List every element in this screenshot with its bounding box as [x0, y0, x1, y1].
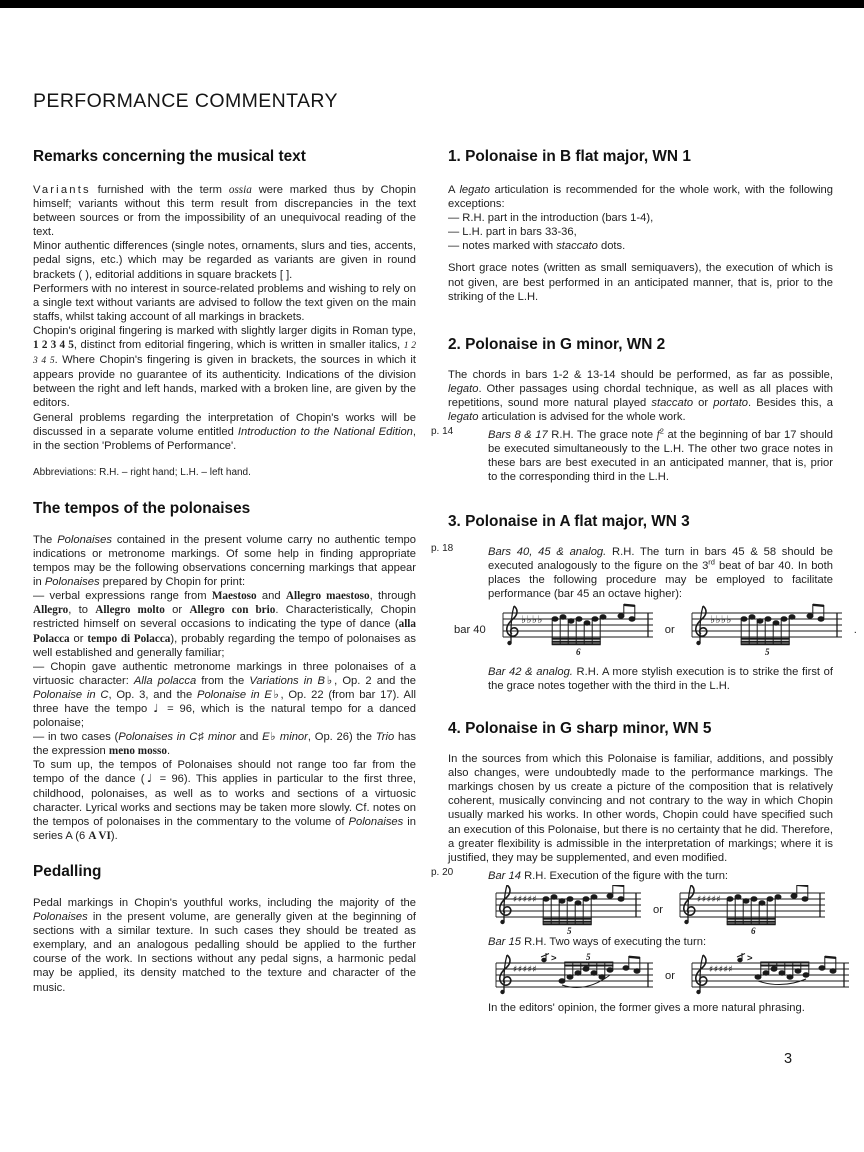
or-connector: or: [665, 969, 675, 982]
grace-note: [541, 953, 549, 962]
paragraph: — in two cases (Polonaises in C♯ minor and E♭ minor, Op. 26) the Trio has the expression meno mosso.: [33, 731, 416, 758]
key-signature: ♯♯♯♯♯: [708, 965, 734, 975]
tuplet-number: 6: [750, 925, 756, 935]
page-ref: p. 20: [431, 866, 454, 878]
example-suffix: .: [853, 623, 857, 636]
closing-remark: In the editors' opinion, the former gives a more natural phrasing.: [488, 1002, 805, 1014]
accent-mark: >: [746, 953, 753, 964]
music-staff-snippet: [682, 951, 854, 1001]
music-example-bar15: [486, 951, 833, 1001]
music-example-bar40: [454, 603, 857, 657]
abbreviations-note: Abbreviations: R.H. – right hand; L.H. – left hand.: [33, 466, 251, 478]
music-staff-snippet: [493, 603, 658, 657]
note-paragraph: Bar 14 R.H. Execution of the figure with the turn:: [488, 869, 729, 882]
music-staff-snippet: [486, 951, 658, 1001]
paragraph: Variants furnished with the term ossia were marked thus by Chopin himself; variants without this term result from discrepancies in the text between sources or from the impossibility of an unequivocal reading of the text.: [33, 184, 417, 239]
music-staff-snippet: [682, 603, 847, 657]
paragraph: Short grace notes (written as small semiquavers), the execution of which is not given, are best performed in an anticipated manner, that is, prior to the striking of the L.H.: [448, 262, 833, 303]
margin-note: [488, 935, 833, 949]
heading-section-1: 1. Polonaise in B flat major, WN 1: [448, 148, 691, 165]
paragraph: To sum up, the tempos of Polonaises should not range too far from the tempo of the dance (♩ = 96). This applies in particular to the first three, childhood, polonaises, as well as to works and sections of a virtuosic character. Lyrical works and sections may be taken more slowly. Cf. notes on the tempos of polonaises in the commentary to the volume of Polonaises in series A (6 A VI).: [33, 759, 416, 842]
page-ref: p. 14: [431, 426, 454, 438]
key-signature: ♯♯♯♯♯: [513, 894, 538, 905]
heading-tempos: The tempos of the polonaises: [33, 499, 251, 517]
left-column: [33, 148, 416, 995]
heading-pedalling: Pedalling: [33, 862, 102, 880]
heading-section-4: 4. Polonaise in G sharp minor, WN 5: [448, 720, 712, 738]
tuplet-number: 5: [764, 646, 770, 657]
music-example-bar14: [486, 885, 833, 935]
paragraph: General problems regarding the interpretation of Chopin's works will be discussed in a separate volume entitled Introduction to the National Edition, in the section 'Problems of Performance'.: [33, 411, 416, 452]
page-ref: p. 18: [431, 542, 454, 554]
paragraph: The chords in bars 1-2 & 13-14 should be performed, as far as possible, legato. Other passages using chordal technique, as well as all places with repetitions, sound more natural played staccato or portato. Besides this, a legato articulation is advised for the whole work.: [448, 368, 833, 424]
key-signature: ♯♯♯♯♯: [513, 965, 538, 975]
key-signature: ♭♭♭♭: [520, 613, 543, 626]
paragraph: The Polonaises contained in the present volume carry no authentic tempo indications or metronome markings. Of some help in finding appropriate tempos may be the following observations concerning markings that appear in Polonaises prepared by Chopin for print:: [33, 533, 417, 589]
heading-remarks: Remarks concerning the musical text: [33, 148, 306, 165]
page-number: 3: [784, 1051, 793, 1067]
or-connector: or: [664, 623, 675, 636]
tuplet-number: 6: [575, 646, 581, 657]
margin-note: [488, 665, 833, 693]
music-staff-snippet: [486, 885, 646, 935]
accent-mark: >: [551, 953, 557, 964]
paragraph: A legato articulation is recommended for the whole work, with the following exceptions:: [448, 184, 834, 211]
right-column: [431, 148, 857, 1015]
music-staff-snippet: [670, 885, 830, 935]
note-paragraph: Bars 40, 45 & analog. R.H. The turn in bars 45 & 58 should be executed analogously to the figure on the 3rd beat of bar 40. In both places the following procedure may be employed to facilitate performance (bar 45 an octave higher):: [488, 545, 833, 600]
list-item: — R.H. part in the introduction (bars 1-4),: [448, 212, 654, 225]
paragraph: Pedal markings in Chopin's youthful works, including the majority of the Polonaises in the present volume, are generally given at the beginning of sections with a similar texture. In such cases they should be treated as exemplary, and an analogous pedalling should be applied to the further course of the work. In sections without any pedal signs, a harmonic pedal may be applied, its density matched to the texture and character of the music.: [33, 896, 416, 994]
margin-note: [431, 866, 833, 883]
paragraph: In the sources from which this Polonaise is familiar, additions, and possibly also changes, were undoubtedly made to the performance markings. The markings chosen by us create a picture of the composition that is relatively coherent, musically convincing and not contrary to the way in which Chopin usually marked his works. In other words, Chopin could have specified such an execution of this Polonaise, but there is no certainty that he did. Therefore, a greater flexibility is admissible in the interpretation of markings; where it is justified, they may be supplemented, and even modified.: [448, 753, 833, 864]
page-title: PERFORMANCE COMMENTARY: [33, 90, 338, 112]
heading-section-3: 3. Polonaise in A flat major, WN 3: [448, 512, 690, 530]
note-paragraph: Bar 15 R.H. Two ways of executing the turn:: [488, 935, 707, 948]
paragraph: — Chopin gave authentic metronome markings in three polonaises of a virtuosic character: Alla polacca from the Variations in B♭, Op. 2 and the Polonaise in C, Op. 3, and the Polonaise in E♭, Op. 22 (from bar 17). All three have the tempo ♩ = 96, which is the natural tempo for a danced polonaise;: [33, 660, 416, 730]
key-signature: ♭♭♭♭: [709, 613, 732, 626]
list-item: — L.H. part in bars 33-36,: [448, 226, 577, 239]
or-connector: or: [653, 903, 663, 916]
margin-note: [431, 426, 833, 484]
paragraph: Minor authentic differences (single notes, ornaments, slurs and ties, accents, pedal signs, etc.) which may be regarded as variants are given in round brackets ( ), editorial additions in square brackets [ ].: [33, 240, 416, 281]
paragraph: — verbal expressions range from Maestoso and Allegro maestoso, through Allegro, to Allegro molto or Allegro con brio. Characteristically, Chopin restricted himself on several occasions to indicating the type of dance (alla Polacca or tempo di Polacca), probably regarding the tempo of polonaises as well established and generally familiar;: [33, 590, 417, 659]
tuplet-number: 5: [567, 925, 572, 935]
note-paragraph: Bar 42 & analog. R.H. A more stylish execution is to strike the first of the grace notes together with the third in the L.H.: [488, 665, 833, 692]
list-item: — notes marked with staccato dots.: [448, 240, 626, 253]
bar-label: bar 40: [454, 623, 486, 636]
paragraph: Chopin's original fingering is marked with slightly larger digits in Roman type, 1 2 3 4 5, distinct from editorial fingering, which is written in smaller italics, 1 2 3 4 5. Where Chopin's fingering is given in brackets, the sources in which it appears provide no guarantee of its authenticity. Indications of the division between the right and left hands, marked with a broken line, are given by the editors.: [33, 324, 417, 410]
margin-note: [431, 542, 833, 601]
margin-note: [488, 1001, 833, 1015]
paragraph: Performers with no interest in source-related problems and wishing to rely on a single text without variants are advised to follow the text given on the main staffs, whilst taking account of all markings in brackets.: [33, 282, 416, 323]
note-paragraph: Bars 8 & 17 R.H. The grace note $f^2$ at the beginning of bar 17 should be executed simultaneously to the L.H. The other two grace notes in these bars are best executed in an anticipated manner, that is, prior to the corresponding third in the L.H.: [488, 426, 833, 484]
scan-edge-bar: [0, 0, 864, 8]
grace-note: [737, 953, 745, 962]
tuplet-number: 5: [586, 952, 591, 962]
heading-section-2: 2. Polonaise in G minor, WN 2: [448, 335, 666, 353]
key-signature: ♯♯♯♯♯: [696, 894, 722, 905]
